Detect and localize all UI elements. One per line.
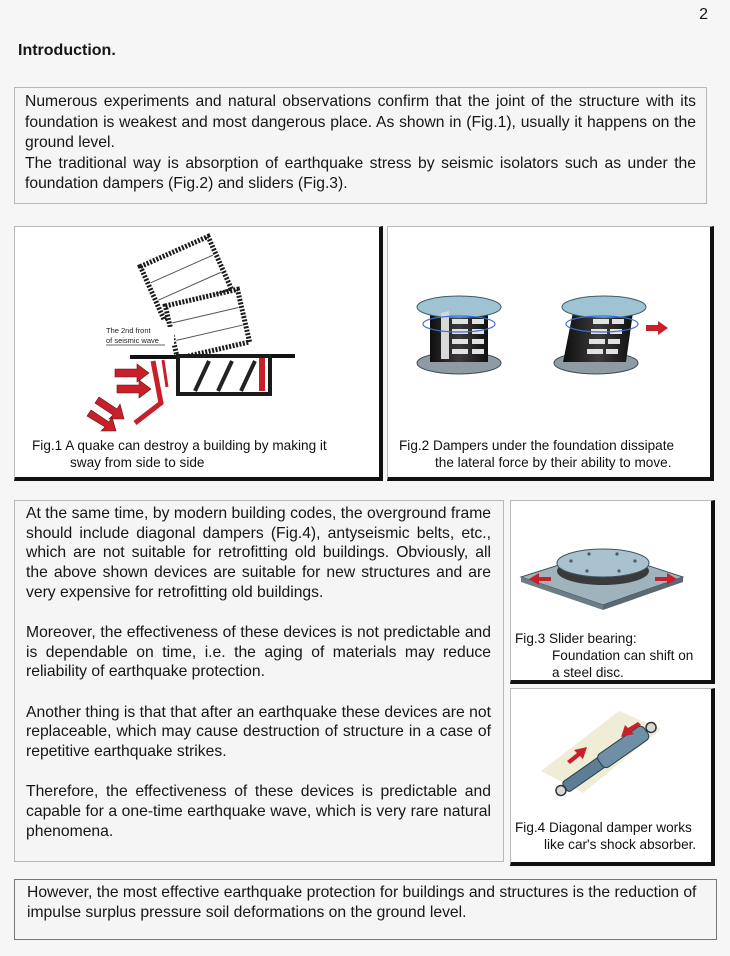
- figure-4-caption: [515, 819, 711, 853]
- figure-2-panel: [387, 226, 714, 481]
- caption-line: Fig.3 Slider bearing:: [515, 631, 637, 646]
- diagonal-damper-illustration: [511, 689, 711, 814]
- figure-1-caption: [32, 437, 362, 471]
- wave-label: of seismic wave: [106, 336, 159, 345]
- caption-line: sway from side to side: [70, 455, 205, 470]
- page-number: 2: [699, 6, 708, 23]
- body-paragraph: Therefore, the effectiveness of these devices is predictable and capable for a one-time earthquake wave, which is very rare natural phenomena.: [26, 783, 491, 840]
- figure-3-panel: [510, 500, 715, 684]
- caption-line: a steel disc.: [552, 665, 624, 680]
- figure-4-panel: [510, 688, 715, 866]
- caption-line: like car's shock absorber.: [544, 837, 697, 852]
- figure-1-panel: [14, 226, 383, 481]
- section-title: Introduction.: [18, 42, 116, 59]
- slider-bearing-illustration: [511, 501, 711, 626]
- caption-line: Foundation can shift on: [552, 648, 694, 663]
- body-text-box: [14, 500, 504, 862]
- intro-paragraph: The traditional way is absorption of earthquake stress by seismic isolators such as under the foundation dampers (Fig.2) and sliders (Fig.3).: [25, 154, 696, 192]
- intro-box: [14, 87, 707, 204]
- body-paragraph: Another thing is that that after an earthquake these devices are not replaceable, which may cause destruction of structure in a case of repetitive earthquake strikes.: [26, 703, 491, 761]
- conclusion-text: However, the most effective earthquake protection for buildings and structures is the reduction of impulse surplus pressure soil deformations on the ground level.: [27, 884, 697, 921]
- building-sway-illustration: [15, 227, 380, 432]
- dampers-illustration: [388, 227, 710, 427]
- caption-line: the lateral force by their ability to move.: [435, 455, 672, 470]
- figure-2-caption: [399, 437, 699, 471]
- caption-line: Fig.2 Dampers under the foundation dissipate: [399, 438, 675, 453]
- figure-3-caption: [515, 630, 709, 681]
- wave-label: The 2nd front: [106, 326, 151, 335]
- intro-paragraph: Numerous experiments and natural observations confirm that the joint of the structure with its foundation is weakest and most dangerous place. As shown in (Fig.1), usually it happens on the ground level.: [25, 93, 696, 151]
- conclusion-box: [14, 879, 717, 940]
- body-paragraph: Moreover, the effectiveness of these devices is not predictable and is dependable on time, i.e. the aging of materials may reduce reliability of earthquake protection.: [26, 624, 491, 681]
- body-paragraph: At the same time, by modern building codes, the overground frame should include diagonal dampers (Fig.4), antyseismic belts, etc., which are not suitable for retrofitting old buildings. Obviously, all the above shown devices are suitable for new structures and are very expensive for retrofitting old buildings.: [26, 505, 491, 601]
- caption-line: Fig.1 A quake can destroy a building by making it: [32, 438, 327, 453]
- caption-line: Fig.4 Diagonal damper works: [515, 820, 692, 835]
